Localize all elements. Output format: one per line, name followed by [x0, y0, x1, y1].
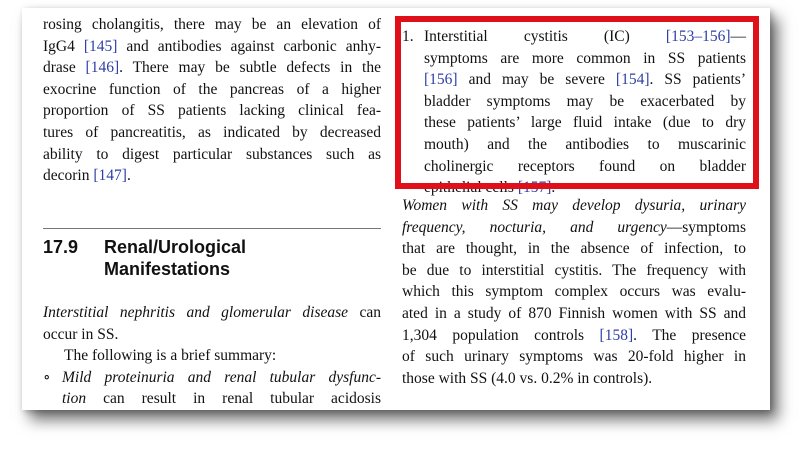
- text-line: bladder symptoms may be exacerbated by: [424, 92, 746, 110]
- text-line: 1,304 population controls [158]. The presence: [402, 326, 746, 344]
- left-column-bottom: [43, 302, 381, 410]
- text-line: tion can result in renal tubular acidosis: [62, 390, 381, 408]
- text-line: IgG4 [145] and antibodies against carbonic anhy-: [43, 37, 381, 55]
- text-line: that are thought, in the absence of infection, to: [402, 240, 746, 258]
- right-column-paragraph: [402, 195, 746, 389]
- citation-link[interactable]: [146]: [85, 59, 120, 77]
- text-line: symptoms are more common in SS patients: [424, 49, 746, 67]
- text-line: cholinergic receptors found on bladder: [424, 157, 746, 175]
- section-title-line-2: Manifestations: [104, 259, 231, 279]
- citation-link[interactable]: [157]: [517, 179, 552, 197]
- text-line: Interstitial cystitis (IC) [153–156]—: [424, 28, 746, 45]
- text-line: [156] and may be severe [154]. SS patients’: [424, 71, 746, 89]
- text-line: Women with SS may develop dysuria, urinary: [402, 197, 746, 214]
- text-line: be due to interstitial cystitis. The frequency with: [402, 261, 746, 279]
- text-line: occur in SS.: [43, 325, 119, 343]
- text-line: Mild proteinuria and renal tubular dysfunc-: [62, 368, 381, 386]
- text-line: rosing cholangitis, there may be an elevation of: [43, 16, 381, 33]
- bullet-item: [43, 367, 381, 410]
- text-line: of such urinary symptoms was 20-fold higher in: [402, 348, 746, 366]
- text-line: tures of pancreatitis, as indicated by decreased: [43, 123, 381, 141]
- section-title-line-1: Renal/Urological: [104, 237, 247, 257]
- citation-link[interactable]: [154]: [615, 71, 650, 89]
- text-line: exocrine function of the pancreas of a higher: [43, 80, 381, 98]
- citation-link[interactable]: [147]: [93, 167, 127, 185]
- list-item-number: 1.: [402, 28, 414, 45]
- text-line: these patients’ large fluid intake (due to dry: [424, 114, 746, 132]
- section-divider: [43, 228, 381, 229]
- section-number: 17.9: [43, 237, 79, 257]
- left-column-top-paragraph: [43, 14, 381, 187]
- text-line: those with SS (4.0 vs. 0.2% in controls).: [402, 369, 653, 387]
- text-line: which this symptom complex occurs was evalu-: [402, 283, 746, 301]
- section-heading: [43, 236, 246, 280]
- citation-link[interactable]: [145]: [83, 37, 118, 55]
- citation-link[interactable]: [156]: [424, 71, 458, 89]
- text-line: drase [146]. There may be subtle defects in the: [43, 59, 381, 77]
- text-line: decorin [147].: [43, 167, 131, 185]
- text-line: mouth) and the antibodies to muscarinic: [424, 135, 746, 153]
- highlight-box: [395, 16, 759, 189]
- text-line: ability to digest particular substances such as: [43, 145, 381, 163]
- text-line: epithelial cells [157].: [424, 179, 556, 197]
- bullet-icon: ∘: [43, 368, 51, 386]
- citation-link[interactable]: [158]: [599, 326, 634, 344]
- text-line: frequency, nocturia, and urgency—symptoms: [402, 218, 746, 236]
- text-line: Interstitial nephritis and glomerular disease can: [43, 304, 381, 321]
- citation-link[interactable]: [153–156]: [665, 28, 731, 45]
- text-line: ated in a study of 870 Finnish women with SS and: [402, 304, 746, 322]
- text-line: proportion of SS patients lacking clinical fea-: [43, 102, 381, 120]
- text-line: The following is a brief summary:: [64, 347, 277, 365]
